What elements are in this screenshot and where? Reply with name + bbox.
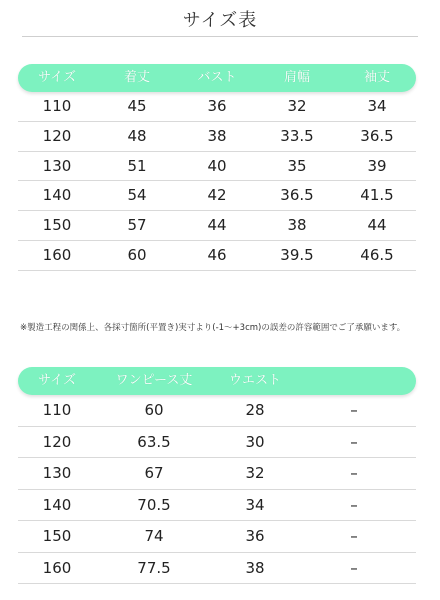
table-cell: 36.5 [280,186,314,205]
tolerance-note: ※製造工程の関係上、各採寸箇所(平置き)実寸より(-1〜+3cm)の誤差の許容範囲でご了承願います。 [20,323,406,333]
table-cell: 32 [245,464,265,482]
table-cell: 35 [287,156,307,175]
table-cell: 40 [207,156,227,175]
header-cell: 肩幅 [283,70,310,85]
header-cell: 袖丈 [363,70,390,85]
header-cell: ウエスト [228,373,281,388]
table-cell: 44 [207,216,227,235]
table-cell: 39.5 [280,245,314,264]
table-cell: 150 [42,216,72,235]
table-cell: 38 [287,216,307,235]
table-row [18,553,416,585]
table-row [18,122,416,152]
table-cell: 57 [127,216,147,235]
table-row [18,490,416,522]
table-cell: – [350,495,358,514]
table-cell: – [350,432,358,451]
table-cell: – [350,527,358,545]
table-row [18,458,416,490]
title-divider [22,36,418,37]
table-cell: 36.5 [360,126,394,145]
table-cell: 110 [42,97,72,115]
table-cell: 45 [127,97,147,115]
table-cell: 51 [127,156,147,175]
table-row [18,427,416,459]
table-cell: 36 [245,527,265,545]
table-cell: 38 [245,558,265,577]
table-cell: 30 [245,432,265,451]
header-cell: 着丈 [123,70,150,85]
table-cell: 54 [127,186,147,205]
table-row [18,241,416,271]
table-cell: 77.5 [137,558,171,577]
page-title: サイズ表 [182,10,258,31]
table-row [18,181,416,211]
table-cell: 38 [207,126,227,145]
table-cell: 36 [207,97,227,115]
table-header [18,64,416,92]
table-row [18,395,416,427]
table-cell: 130 [42,156,72,175]
table-row [18,211,416,241]
table-cell: 44 [367,216,387,235]
header-cell: サイズ [38,373,76,388]
header-cell: サイズ [38,70,76,85]
table-cell: 34 [245,495,265,514]
table-cell: – [350,464,358,482]
table-row [18,92,416,122]
table-cell: 130 [42,464,72,482]
size-table-top [18,64,416,271]
table-cell: 46.5 [360,245,394,264]
table-cell: 74 [144,527,164,545]
table-cell: 28 [245,401,265,419]
table-cell: 33.5 [280,126,314,145]
table-cell: 60 [127,245,147,264]
table-cell: 42 [207,186,227,205]
table-cell: 160 [42,558,72,577]
table-cell: 46 [207,245,227,264]
table-cell: 70.5 [137,495,171,514]
table-cell: 63.5 [137,432,171,451]
table-cell: 60 [144,401,164,419]
table-cell: 48 [127,126,147,145]
table-cell: 140 [42,495,72,514]
table-cell: 34 [367,97,387,115]
header-cell: ワンピース丈 [115,373,193,388]
table-cell: 120 [42,126,72,145]
table-cell: 120 [42,432,72,451]
table-cell: 160 [42,245,72,264]
table-cell: 110 [42,401,72,419]
table-row [18,152,416,182]
table-cell: 39 [367,156,387,175]
table-cell: 67 [144,464,164,482]
table-header [18,367,416,395]
table-cell: 150 [42,527,72,545]
table-row [18,521,416,553]
table-cell: 41.5 [360,186,394,205]
table-cell: – [350,401,358,419]
size-table-bottom [18,367,416,584]
header-cell: バスト [197,70,237,85]
table-cell: – [350,558,358,577]
table-cell: 140 [42,186,72,205]
table-cell: 32 [287,97,307,115]
